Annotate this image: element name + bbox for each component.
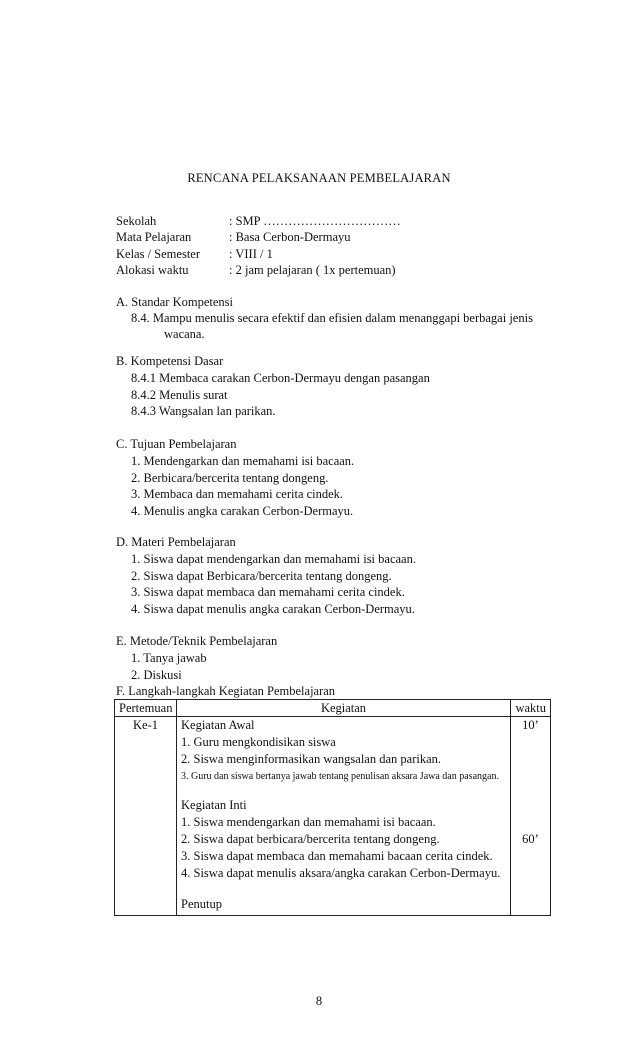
list-item: 8.4.3 Wangsalan lan parikan.: [131, 404, 276, 418]
identity-row-time: [116, 262, 536, 278]
list-item: 3. Membaca dan memahami cerita cindek.: [131, 487, 344, 501]
activity-cell: [177, 717, 511, 916]
identity-value: : SMP ……………………………: [229, 214, 401, 228]
list-item: 4. Siswa dapat menulis aksara/angka carakan Cerbon-Dermayu.: [181, 866, 501, 880]
identity-label: Kelas / Semester: [116, 247, 201, 261]
identity-label: Mata Pelajaran: [116, 230, 192, 244]
section-c-heading: C. Tujuan Pembelajaran: [116, 437, 237, 451]
column-header-time: waktu: [511, 700, 551, 717]
spacer: [515, 734, 546, 831]
spacer: [181, 882, 506, 896]
list-item: 2. Siswa menginformasikan wangsalan dan parikan.: [181, 752, 442, 766]
column-header-meeting: Pertemuan: [115, 700, 177, 717]
section-b-heading: B. Kompetensi Dasar: [116, 354, 224, 368]
section-a-item-line1: 8.4. Mampu menulis secara efektif dan efisien dalam menanggapi berbagai jenis: [131, 311, 533, 325]
section-d-heading: D. Materi Pembelajaran: [116, 535, 236, 549]
list-item: 1. Siswa mendengarkan dan memahami isi bacaan.: [181, 815, 436, 829]
page-number: 8: [315, 994, 323, 1008]
list-item: 2. Diskusi: [131, 668, 182, 682]
section-f-heading: F. Langkah-langkah Kegiatan Pembelajaran: [116, 684, 336, 698]
activity-inti-title: Kegiatan Inti: [181, 798, 247, 812]
time-cell: [511, 717, 551, 916]
column-header-activity: Kegiatan: [177, 700, 511, 717]
table-row: [115, 717, 551, 916]
identity-label: Alokasi waktu: [116, 263, 189, 277]
list-item: 1. Mendengarkan dan memahami isi bacaan.: [131, 454, 355, 468]
list-item: 1. Guru mengkondisikan siswa: [181, 735, 336, 749]
meeting-cell: Ke-1: [115, 717, 177, 916]
list-item: 1. Siswa dapat mendengarkan dan memahami isi bacaan.: [131, 552, 416, 566]
list-item: 8.4.1 Membaca carakan Cerbon-Dermayu dengan pasangan: [131, 371, 430, 385]
time-awal: 10’: [522, 718, 539, 732]
identity-label: Sekolah: [116, 214, 157, 228]
table-header-row: [115, 700, 551, 717]
document-title: RENCANA PELAKSANAAN PEMBELAJARAN: [187, 171, 451, 185]
list-item: 3. Siswa dapat membaca dan memahami bacaan cerita cindek.: [181, 849, 493, 863]
activity-awal-title: Kegiatan Awal: [181, 718, 255, 732]
identity-row-class: [116, 246, 536, 262]
list-item: 2. Berbicara/bercerita tentang dongeng.: [131, 471, 329, 485]
list-item: 3. Guru dan siswa bertanya jawab tentang penulisan aksara Jawa dan pasangan.: [181, 771, 499, 782]
identity-value: : VIII / 1: [229, 247, 273, 261]
list-item: 2. Siswa dapat berbicara/bercerita tentang dongeng.: [181, 832, 440, 846]
list-item: 3. Siswa dapat membaca dan memahami cerita cindek.: [131, 585, 405, 599]
activities-table: [114, 699, 551, 916]
identity-value: : 2 jam pelajaran ( 1x pertemuan): [229, 263, 396, 277]
list-item: 1. Tanya jawab: [131, 651, 207, 665]
list-item: 2. Siswa dapat Berbicara/bercerita tentang dongeng.: [131, 569, 392, 583]
identity-value: : Basa Cerbon-Dermayu: [229, 230, 351, 244]
section-e-heading: E. Metode/Teknik Pembelajaran: [116, 634, 278, 648]
list-item: 8.4.2 Menulis surat: [131, 388, 228, 402]
identity-row-school: [116, 213, 536, 229]
identity-row-subject: [116, 229, 536, 245]
list-item: 4. Menulis angka carakan Cerbon-Dermayu.: [131, 504, 354, 518]
list-item: 4. Siswa dapat menulis angka carakan Cerbon-Dermayu.: [131, 602, 415, 616]
section-a-heading: A. Standar Kompetensi: [116, 295, 233, 309]
time-inti: 60’: [522, 832, 539, 846]
activity-penutup-title: Penutup: [181, 897, 222, 911]
section-a-item-line2: wacana.: [164, 327, 205, 341]
spacer: [181, 785, 506, 797]
